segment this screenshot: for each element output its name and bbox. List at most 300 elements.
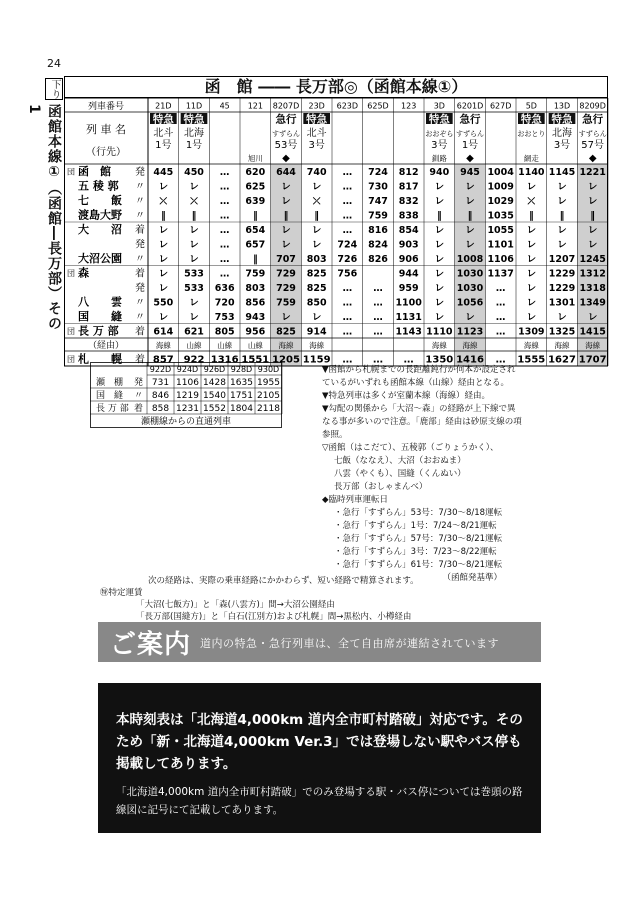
train-number: 930D [257,365,280,374]
time-cell: ‖ [252,210,258,222]
time-cell: 903 [398,239,419,251]
time-cell: レ [311,181,322,193]
time-cell: 1004 [487,167,514,178]
time-cell: 1137 [487,268,514,280]
time-cell: 1349 [579,297,606,309]
time-cell: レ [189,254,199,265]
train-number: 45 [219,101,230,111]
train-type: 特急 [428,113,450,126]
time-cell: レ [434,181,445,193]
arrive-depart: 〃 [133,391,143,401]
route-cell: 海線 [431,341,447,350]
time-cell: 1627 [548,354,576,366]
time-cell: ‖ [252,254,258,265]
train-name: おおとり [517,130,546,138]
time-cell: レ [189,239,199,251]
time-cell: 850 [306,297,327,309]
time-cell: … [342,181,353,193]
fare-route-note [100,575,500,623]
train-name-number: 53号 [274,140,298,151]
station-mark: 団 [67,167,75,177]
time-cell: 1318 [579,283,606,294]
train-number: 121 [247,101,263,111]
time-cell: 724 [337,239,358,251]
time-cell: ⤫ [190,196,198,207]
time-cell: レ [158,181,169,193]
info-text: 道内の特急・急行列車は、全て自由席が連結されています [200,637,499,650]
station-name: 五 稜 郭 [78,179,119,193]
time-cell: 729 [276,283,296,294]
time-cell: 825 [306,283,327,294]
train-type: 急行 [459,113,481,126]
train-type: 特急 [551,113,573,126]
direction-label: 下り [45,78,63,100]
fare-label: ㊕特定運賃 [100,588,143,598]
arrive-depart: 〃 [135,297,145,309]
note: ・急行「すずらん」1号：7/24～8/21運転 [334,521,497,531]
time-cell: ⤫ [159,196,168,207]
train-number: 123 [401,101,417,111]
time-cell: 1123 [456,326,484,338]
station-name: 八 雲 [78,295,122,309]
train-type: 急行 [275,113,297,126]
note: （函館発基準） [442,573,502,583]
time-cell: … [219,167,230,178]
time-cell: 1312 [579,268,606,280]
time-cell: レ [587,312,598,323]
time-cell: 533 [184,268,204,280]
time-cell: … [342,167,353,178]
station-name: 大 沼 [78,223,122,236]
train-destination: 釧路 [431,154,447,163]
time-cell: … [373,297,383,309]
time-cell: … [373,312,383,323]
time-cell: レ [526,268,537,280]
time-cell: … [342,225,353,236]
train-name-number: 3号 [553,140,571,151]
time-cell: レ [158,254,169,265]
time-cell: 1008 [456,254,484,265]
time-cell: レ [434,225,445,236]
section-sidebar [26,78,64,338]
train-name: すずらん [271,130,301,138]
time-cell: レ [311,239,322,251]
timetable-title: 函 館 ―― 長万部◎（函館本線①） [64,76,608,98]
header-label: 列 車 名 [86,123,126,136]
time-cell: 753 [214,312,235,323]
header-label: （行先） [86,147,126,158]
train-type: 急行 [582,113,604,126]
time-cell: 945 [460,167,480,178]
time-cell: レ [434,283,445,294]
route-cell: 海線 [155,341,171,350]
time-cell: 1106 [176,378,199,388]
train-number: 8207D [272,101,300,111]
arrive-depart: 着 [135,268,145,280]
fare-rule: 「長万部(国縫方)」と「白石(江別方)および札幌」間→黒松内、小樽経由 [136,612,412,622]
time-cell: 816 [368,225,388,236]
time-cell: 730 [368,181,388,193]
time-cell: 959 [398,283,419,294]
timetable [64,76,608,366]
time-cell: … [373,326,383,338]
time-cell: … [342,210,353,222]
time-cell: レ [526,225,537,236]
time-cell: ‖ [590,210,596,222]
time-cell: 445 [153,167,174,178]
station-name: 函 館 [78,165,111,178]
time-cell: 450 [184,167,204,178]
train-name-number: 1号 [461,140,479,151]
time-cell: レ [434,239,445,251]
time-cell: … [495,354,506,366]
time-cell: レ [465,239,475,251]
train-number: 8209D [579,101,606,111]
station-name: 渡島大野 [78,208,122,222]
time-cell: レ [311,312,322,323]
train-name: おおぞら [425,130,454,138]
time-cell: レ [281,181,291,193]
time-cell: 956 [245,326,266,338]
time-cell: 1030 [456,268,484,280]
time-cell: 803 [245,283,266,294]
time-cell: 533 [184,283,204,294]
notes [322,364,522,585]
time-cell: レ [526,297,537,309]
time-cell: … [219,268,230,280]
station-name: 森 [78,266,89,280]
time-cell: 1110 [426,326,453,338]
time-cell: … [219,239,230,251]
time-cell: レ [587,196,598,207]
time-cell: 825 [306,268,327,280]
time-cell: 1229 [548,268,576,280]
time-cell: 1029 [487,196,514,207]
train-destination: ◆ [282,153,290,164]
time-cell: … [342,297,353,309]
time-cell: 857 [152,354,174,366]
time-cell: ‖ [528,210,534,222]
time-cell: 1428 [203,378,226,388]
time-cell: … [219,254,230,265]
station-mark: 団 [67,355,75,364]
time-cell: レ [189,312,199,323]
time-cell: 636 [214,283,235,294]
table-caption: 瀬棚線からの直通列車 [140,417,232,427]
time-cell: レ [465,196,475,207]
time-cell: … [373,283,383,294]
route-cell: 海線 [278,341,294,350]
time-cell: レ [557,239,567,251]
time-cell: 1131 [395,312,422,323]
arrive-depart: 〃 [135,312,145,323]
time-cell: 838 [398,210,419,222]
time-cell: 724 [368,167,388,178]
time-cell: レ [557,181,567,193]
time-cell: 1101 [487,239,514,251]
time-cell: … [342,354,353,366]
time-cell: … [373,354,383,366]
train-name-number: 1号 [185,140,203,151]
train-name-number: 3号 [431,140,448,151]
time-cell: 1552 [203,404,226,414]
train-number: 11D [185,101,203,111]
time-cell: レ [158,283,169,294]
train-number: 926D [203,365,226,374]
train-number: 6201D [456,101,484,111]
time-cell: 1229 [548,283,576,294]
time-cell: 1245 [579,254,606,265]
note: ◆臨時列車運転日 [322,495,389,505]
time-cell: 858 [151,404,170,414]
station-name: 長 万 部 [96,404,129,414]
train-type: 特急 [520,113,542,126]
time-cell: 824 [368,239,388,251]
time-cell: 1551 [241,354,270,366]
time-cell: 825 [276,326,296,338]
arrive-depart: 〃 [135,254,145,265]
time-cell: 639 [245,196,266,207]
time-cell: ‖ [314,210,320,222]
through-train-table [90,362,282,434]
time-cell: … [495,312,506,323]
train-destination: 網走 [523,154,539,163]
time-cell: … [403,354,414,366]
time-cell: レ [311,225,322,236]
time-cell: 625 [245,181,266,193]
train-destination: ◆ [466,153,474,164]
time-cell: 1555 [517,354,546,366]
through-train-grid [90,362,282,430]
time-cell: 826 [368,254,388,265]
time-cell: 1106 [487,254,514,265]
train-destination: ◆ [588,153,597,164]
page-number: 24 [47,57,61,70]
train-number: 623D [336,101,359,111]
time-cell: 832 [398,196,419,207]
time-cell: 707 [276,254,296,265]
time-cell: レ [281,196,291,207]
time-cell: … [342,326,353,338]
time-cell: 731 [151,378,170,388]
arrive-depart: 着 [135,225,145,236]
section-label: 函館本線①（函館―長万部）その1 [26,104,62,331]
time-cell: レ [158,239,169,251]
time-cell: レ [526,181,537,193]
time-cell: 906 [398,254,419,265]
train-number: 625D [367,101,389,111]
time-cell: 720 [214,297,235,309]
time-cell: 1100 [395,297,422,309]
header-label: 列車番号 [87,102,125,112]
note: 長万部（おしゃまんべ） [334,482,428,492]
info-banner [98,622,541,662]
time-cell: 740 [306,167,327,178]
note: ▼勾配の関係から「大沼～森」の経路が上下線で異なる事が多いので注意。「鹿部」経由は砂原支線の項参照。 [322,404,522,440]
arrive-depart: 着 [135,354,145,366]
arrive-depart: 着 [135,326,145,338]
station-name: 国 縫 [78,310,122,323]
time-cell: レ [189,297,199,309]
note: 七飯（ななえ）、大沼（おおぬま） [334,456,466,466]
train-type: 特急 [306,113,328,126]
train-destination: 旭川 [247,154,263,163]
train-number: 5D [525,101,537,111]
time-cell: レ [465,312,475,323]
time-cell: 1635 [230,378,253,388]
time-cell: ‖ [467,210,473,222]
time-cell: 1804 [230,404,253,414]
time-cell: レ [189,225,199,236]
time-cell: レ [557,312,567,323]
time-cell: レ [434,312,445,323]
time-cell: 1219 [176,391,199,401]
train-name: 北海 [552,128,572,139]
time-cell: 747 [368,196,388,207]
arrive-depart: 〃 [135,181,145,193]
time-cell: レ [557,225,567,236]
time-cell: レ [434,254,445,265]
time-cell: レ [526,254,537,265]
time-cell: 1301 [548,297,576,309]
route-cell: 海線 [309,341,325,350]
note: ・急行「すずらん」3号：7/23～8/22運転 [334,547,497,557]
time-cell: … [219,225,230,236]
time-cell: 1540 [203,391,226,401]
time-cell: 944 [398,268,419,280]
note: ・急行「すずらん」61号：7/30～8/21運転 [334,560,503,570]
time-cell: 817 [398,181,419,193]
time-cell: 614 [153,326,174,338]
time-cell: 1035 [487,210,514,222]
arrive-depart: 着 [133,404,143,414]
station-name: 国 縫 [96,391,124,401]
time-cell: 1056 [456,297,484,309]
time-cell: 1221 [579,167,606,178]
time-cell: 1309 [518,326,545,338]
route-label: （経由） [87,341,125,351]
time-cell: 759 [276,297,296,309]
time-cell: … [342,196,353,207]
arrive-depart: 発 [135,167,145,178]
time-cell: 1325 [548,326,576,338]
note: 八雲（やくも）、国縫（くんぬい） [334,469,466,479]
arrive-depart: 発 [133,378,143,388]
time-cell: 1009 [487,181,514,193]
time-cell: ‖ [436,210,442,222]
time-cell: 1030 [456,283,484,294]
time-cell: 854 [398,225,419,236]
time-cell: レ [587,225,598,236]
time-cell: 759 [245,268,266,280]
time-cell: … [342,312,353,323]
time-cell: レ [526,312,537,323]
train-number: 23D [308,101,325,111]
train-name-number: 57号 [581,140,605,151]
time-cell: レ [526,283,537,294]
time-cell: ‖ [559,210,565,222]
time-cell: レ [189,181,199,193]
time-cell: … [495,297,506,309]
time-cell: ‖ [191,210,197,222]
notice-body: 「北海道4,000km 道内全市町村踏破」でのみ登場する駅・バス停については巻頭の路線図に記号にて記載してあります。 [116,786,523,816]
time-cell: 922 [183,354,205,366]
note: ・急行「すずらん」57号：7/30～8/21運転 [334,534,503,544]
time-cell: 943 [245,312,266,323]
train-number: 924D [176,365,199,374]
note: ▼特急列車は多くが室蘭本線（海線）経由。 [322,391,491,401]
station-name: 大沼公園 [78,252,122,265]
arrive-depart: 発 [135,283,145,294]
time-cell: 940 [429,167,450,178]
time-cell: … [495,283,506,294]
train-name: 北斗 [153,128,174,139]
time-cell: 550 [153,297,174,309]
time-cell: 729 [276,268,296,280]
info-title: ご案内 [110,630,192,660]
train-name: すずらん [578,130,607,138]
arrive-depart: 〃 [135,196,145,207]
time-cell: … [219,196,230,207]
time-cell: 812 [398,167,419,178]
time-cell: 846 [151,391,170,401]
time-cell: レ [465,225,475,236]
time-cell: 726 [337,254,358,265]
time-cell: 1055 [487,225,514,236]
time-cell: 805 [214,326,235,338]
station-name: 七 飯 [78,194,122,207]
route-cell: 山線 [186,341,202,350]
time-cell: 1207 [548,254,576,265]
time-cell: 1205 [272,354,300,366]
time-cell: 2105 [257,391,280,401]
time-cell: レ [587,181,598,193]
time-cell: 803 [306,254,327,265]
time-cell: 914 [306,326,327,338]
time-cell: … [219,210,230,222]
time-cell: … [495,326,506,338]
arrive-depart: 〃 [135,210,145,222]
train-number: 13D [553,101,571,111]
route-cell: 海線 [523,341,539,350]
time-cell: レ [281,239,291,251]
notice-box [98,683,541,833]
time-cell: レ [434,268,445,280]
time-cell: 1140 [518,167,545,178]
time-cell: レ [557,196,567,207]
note: ▼函館から札幌までの長距離鈍行が何本か設定されているがいずれも函館本線（山線）経由となる。 [322,365,516,388]
time-cell: 1350 [425,354,454,366]
train-number: 21D [155,101,172,111]
time-cell: 1159 [302,354,331,366]
notice-headline: 本時刻表は「北海道4,000km 道内全市町村踏破」対応です。そのため「新・北海道4,000km Ver.3」では登場しない駅やバス停も掲載してあります。 [116,712,523,772]
arrive-depart: 発 [135,239,145,251]
time-cell: 1415 [579,326,606,338]
time-cell: 756 [337,268,358,280]
time-cell: 1707 [578,354,607,366]
station-mark: 団 [67,269,75,278]
time-cell: 620 [245,167,266,178]
time-cell: レ [158,268,169,280]
time-cell: … [219,181,230,193]
time-cell: 1751 [230,391,253,401]
route-cell: 山線 [217,341,233,350]
route-cell: 山線 [247,341,263,350]
time-cell: ⤫ [527,196,536,207]
time-cell: 657 [245,239,266,251]
route-cell: 海線 [585,341,601,350]
time-cell: レ [281,312,291,323]
